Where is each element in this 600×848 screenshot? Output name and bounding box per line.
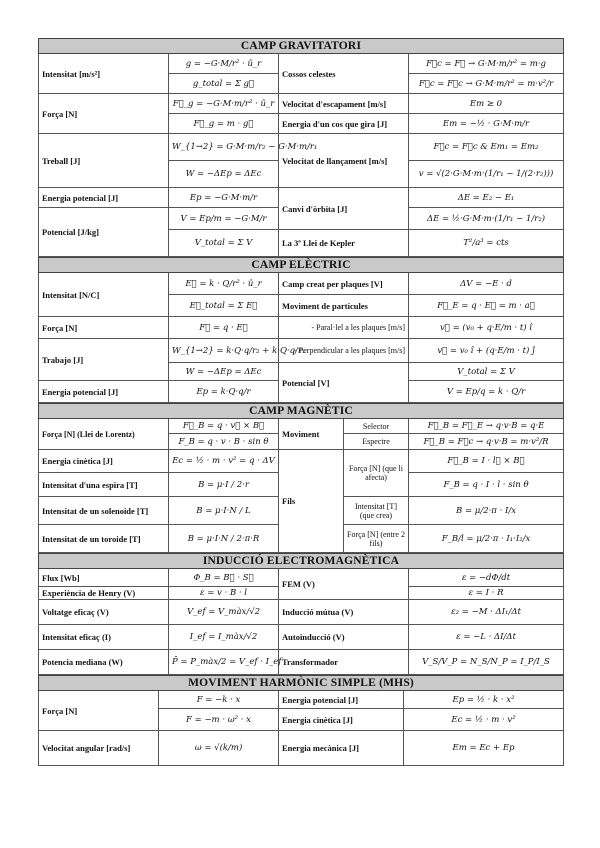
row-label: Intensitat eficaç (I) — [39, 625, 169, 650]
section-induction — [38, 553, 564, 675]
row-label: Inducció mútua (V) — [279, 600, 409, 625]
row-label: Velocitat angular [rad/s] — [39, 731, 159, 766]
formula: F_B/l = μ/2·π · I₁·I₂/x — [409, 525, 564, 553]
row-label: Intensitat d'una espira [T] — [39, 473, 169, 497]
section-magnetic — [38, 403, 564, 553]
formula: F⃗c = F⃗c → G·M·m/r² = m·v²/r — [409, 74, 564, 94]
row-label: - Perpendicular a les plaques [m/s] — [279, 339, 409, 363]
formula: Ep = k·Q·q/r — [169, 381, 279, 403]
section-title: MOVIMENT HARMÒNIC SIMPLE (MHS) — [39, 676, 564, 691]
formula: W_{1→2} = G·M·m/r₂ − G·M·m/r₁ — [169, 134, 279, 161]
section-mhs — [38, 675, 564, 766]
row-label: Força [N] (Llei de Lorentz) — [39, 419, 169, 450]
formula: ε = −L · ΔI/Δt — [409, 625, 564, 650]
row-label: Intensitat de un toroide [T] — [39, 525, 169, 553]
row-label: Força [N] — [39, 317, 169, 339]
formula: I_ef = I_màx/√2 — [169, 625, 279, 650]
formula: ΔE = ½·G·M·m·(1/r₁ − 1/r₂) — [409, 208, 564, 230]
row-label: Energia potencial [J] — [279, 691, 404, 709]
formula: V_total = Σ V — [169, 230, 279, 257]
section-gravity — [38, 38, 564, 257]
formula: Em = Ec + Ep — [404, 731, 564, 766]
row-label: Trabajo [J] — [39, 339, 169, 381]
formula: F_B = q · v · B · sin θ — [169, 434, 279, 450]
formula: F = −k · x — [159, 691, 279, 709]
formula: V_ef = V_màx/√2 — [169, 600, 279, 625]
row-label: FEM (V) — [279, 569, 409, 600]
row-label: Cossos celestes — [279, 54, 409, 94]
formula: B = μ·I·N / L — [169, 497, 279, 525]
row-label: Intensitat [N/C] — [39, 273, 169, 317]
formula: F⃗_E = q · E⃗ = m · a⃗ — [409, 295, 564, 317]
row-label: Força [N] — [39, 691, 159, 731]
formula: ε = −dΦ/dt — [409, 569, 564, 587]
formula: T²/a³ = cts — [409, 230, 564, 257]
row-label: Fils — [279, 450, 344, 553]
row-label: Potencial [V] — [279, 363, 409, 403]
formula: F_B = q · I · l · sin θ — [409, 473, 564, 497]
formula: ΔE = E₂ − E₁ — [409, 188, 564, 208]
row-label: Força [N] — [39, 94, 169, 134]
formula: ε₂ = −M · ΔI₁/Δt — [409, 600, 564, 625]
row-label: Autoinducció (V) — [279, 625, 409, 650]
row-label: Experiència de Henry (V) — [39, 587, 169, 600]
formula: Ec = ½ · m · v² = q · ΔV — [169, 450, 279, 473]
formula: V_S/V_P = N_S/N_P = I_P/I_S — [409, 650, 564, 675]
formula: Φ_B = B⃗ · S⃗ — [169, 569, 279, 587]
formula: W = −ΔEp = ΔEc — [169, 363, 279, 381]
row-label: Moviment de partícules — [279, 295, 409, 317]
row-label: Canvi d'òrbita [J] — [279, 188, 409, 230]
row-label: Energia cinètica [J] — [279, 709, 404, 731]
row-label: La 3ª Llei de Kepler — [279, 230, 409, 257]
formula: v = √(2·G·M·m·(1/r₁ − 1/(2·r₂))) — [409, 161, 564, 188]
formula: W = −ΔEp = ΔEc — [169, 161, 279, 188]
row-label: Energia potencial [J] — [39, 381, 169, 403]
formula: B = μ·I / 2·r — [169, 473, 279, 497]
formula: v⃗ = v₀ î + (q·E/m · t) ĵ — [409, 339, 564, 363]
formula: F⃗_g = m · g⃗ — [169, 114, 279, 134]
row-label: Moviment — [279, 419, 344, 450]
formula-sheet — [38, 38, 563, 766]
formula: F⃗_g = −G·M·m/r² · û_r — [169, 94, 279, 114]
row-label: Velocitat d'escapament [m/s] — [279, 94, 409, 114]
formula: Ep = ½ · k · x² — [404, 691, 564, 709]
formula: P̄ = P_màx/2 = V_ef · I_ef — [169, 650, 279, 675]
formula: Em ≥ 0 — [409, 94, 564, 114]
formula: ΔV = −E · d — [409, 273, 564, 295]
formula: ω = √(k/m) — [159, 731, 279, 766]
formula: F⃗_B = I · l⃗ × B⃗ — [409, 450, 564, 473]
row-label: Treball [J] — [39, 134, 169, 188]
formula: E⃗_total = Σ E⃗ — [169, 295, 279, 317]
row-label: - Paral·lel a les plaques [m/s] — [279, 317, 409, 339]
section-title: CAMP GRAVITATORI — [39, 39, 564, 54]
row-label: Voltatge eficaç (V) — [39, 600, 169, 625]
row-label: Velocitat de llançament [m/s] — [279, 134, 409, 188]
formula: B = μ·I·N / 2·π·R — [169, 525, 279, 553]
section-title: CAMP ELÈCTRIC — [39, 258, 564, 273]
formula: F⃗_B = F⃗c → q·v·B = m·v²/R — [409, 434, 564, 450]
formula: F⃗_B = F⃗_E → q·v·B = q·E — [409, 419, 564, 434]
formula: F⃗c = F⃗c & Em₁ = Em₂ — [409, 134, 564, 161]
formula: V = Ep/q = k · Q/r — [409, 381, 564, 403]
formula: v⃗ = (v₀ + q·E/m · t) î — [409, 317, 564, 339]
formula: V_total = Σ V — [409, 363, 564, 381]
row-sublabel: Força [N] (entre 2 fils) — [344, 525, 409, 553]
formula: F⃗ = q · E⃗ — [169, 317, 279, 339]
row-sublabel: Força [N] (que li afecta) — [344, 450, 409, 497]
row-label: Energia cinètica [J] — [39, 450, 169, 473]
row-label: Energia potencial [J] — [39, 188, 169, 208]
formula: Ep = −G·M·m/r — [169, 188, 279, 208]
section-electric — [38, 257, 564, 403]
row-sublabel: Espectre — [344, 434, 409, 450]
formula: F⃗c = F⃗ → G·M·m/r² = m·g — [409, 54, 564, 74]
formula: Em = −½ · G·M·m/r — [409, 114, 564, 134]
section-title: CAMP MAGNÈTIC — [39, 404, 564, 419]
row-label: Camp creat per plaques [V] — [279, 273, 409, 295]
formula: g_total = Σ g⃗ — [169, 74, 279, 94]
row-label: Transformador — [279, 650, 409, 675]
row-sublabel: Selector — [344, 419, 409, 434]
row-label: Intensitat de un solenoide [T] — [39, 497, 169, 525]
row-label: Flux [Wb] — [39, 569, 169, 587]
formula: F = −m · ω² · x — [159, 709, 279, 731]
formula: Ec = ½ · m · v² — [404, 709, 564, 731]
formula: V = Ep/m = −G·M/r — [169, 208, 279, 230]
formula: W_{1→2} = k·Q·q/r₂ + k·Q·q/r₁ — [169, 339, 279, 363]
formula: F⃗_B = q · v⃗ × B⃗ — [169, 419, 279, 434]
row-label: Intensitat [m/s²] — [39, 54, 169, 94]
row-label: Potencia mediana (W) — [39, 650, 169, 675]
formula: ε = v · B · l — [169, 587, 279, 600]
row-sublabel: Intensitat [T] (que crea) — [344, 497, 409, 525]
row-label: Energia d'un cos que gira [J] — [279, 114, 409, 134]
formula: ε = I · R — [409, 587, 564, 600]
row-label: Energia mecànica [J] — [279, 731, 404, 766]
row-label: Potencial [J/kg] — [39, 208, 169, 257]
section-title: INDUCCIÓ ELECTROMAGNÈTICA — [39, 554, 564, 569]
formula: g = −G·M/r² · û_r — [169, 54, 279, 74]
formula: B = μ/2·π · I/x — [409, 497, 564, 525]
formula: E⃗ = k · Q/r² · û_r — [169, 273, 279, 295]
